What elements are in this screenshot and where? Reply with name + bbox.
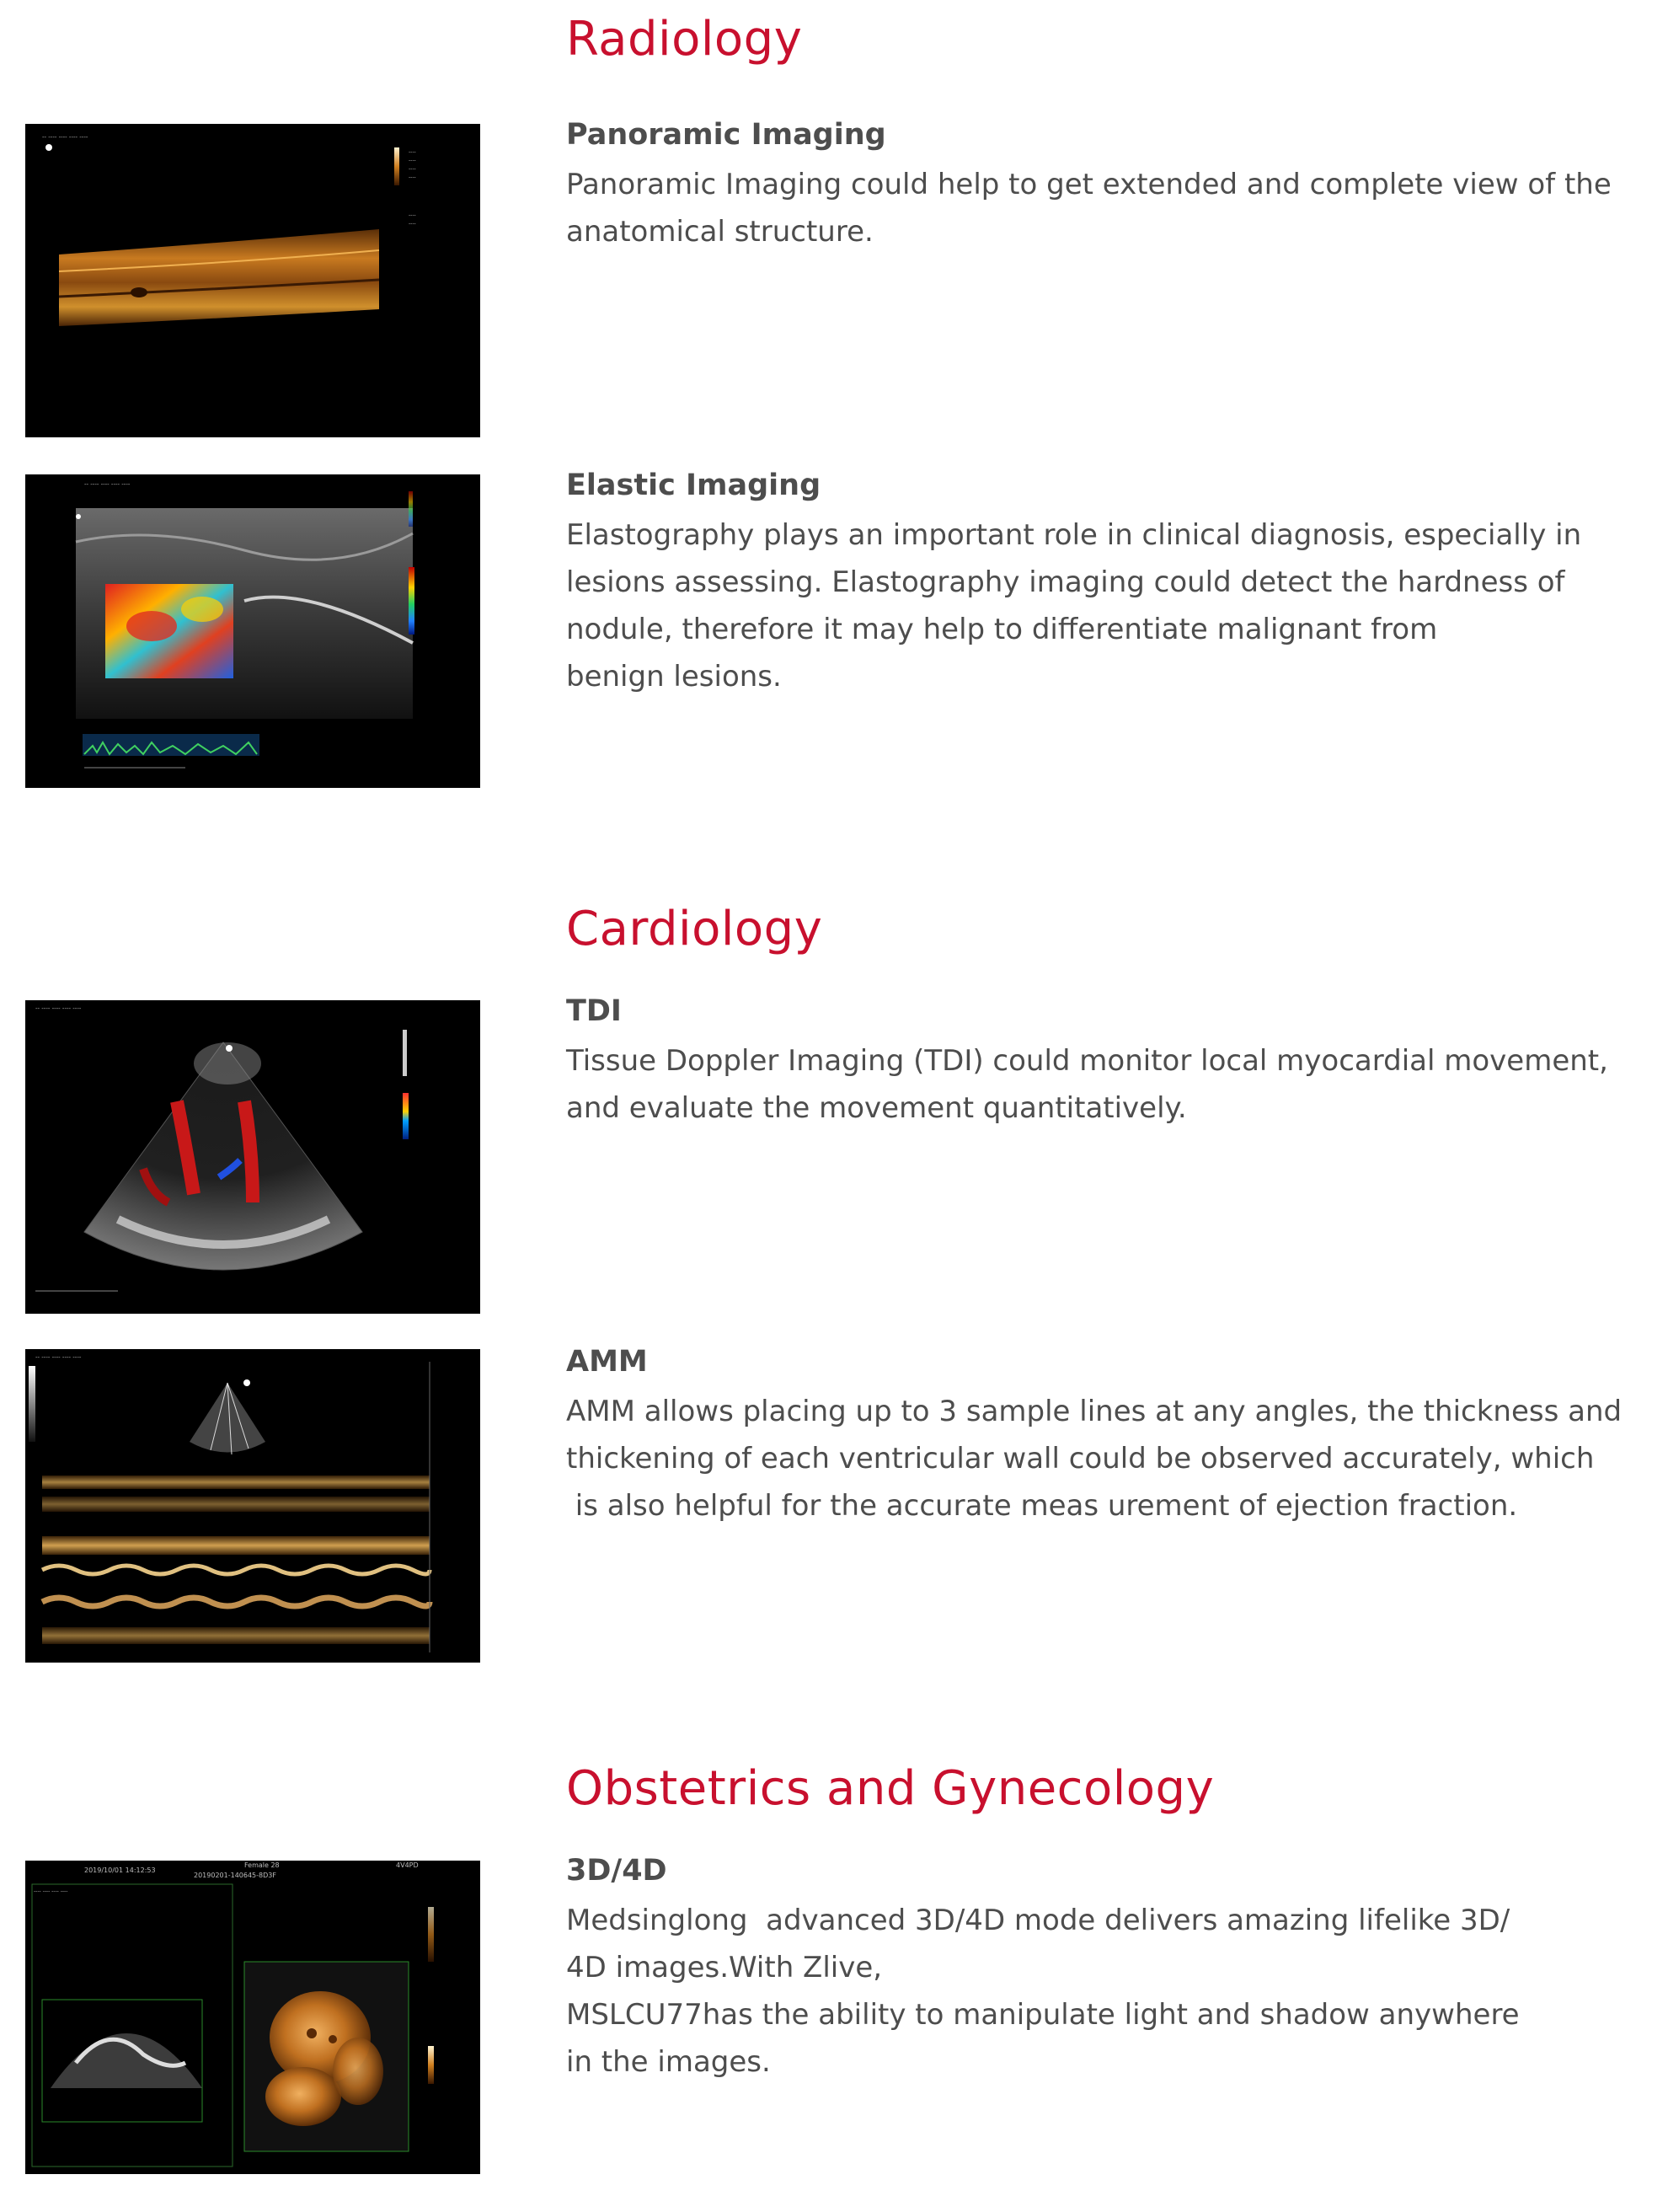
feature-title-3d4d: 3D/4D: [566, 1854, 667, 1888]
tdi-scan-graphic: [25, 1000, 480, 1314]
section-heading-cardiology: Cardiology: [566, 902, 823, 956]
svg-text:----: ----: [409, 221, 416, 227]
text-line: nodule, therefore it may help to differentiate malignant from: [566, 613, 1438, 646]
panoramic-ultrasound-image: [25, 124, 480, 437]
text-line: Elastography plays an important role in clinical diagnosis, especially in: [566, 518, 1582, 552]
obstetric-patient-text: Female 28: [244, 1861, 280, 1869]
text-line: Panoramic Imaging could help to get extended and complete view of the: [566, 168, 1612, 201]
svg-text:----: ----: [409, 149, 416, 155]
section-heading-radiology: Radiology: [566, 12, 803, 67]
svg-text:----: ----: [409, 166, 416, 172]
tdi-ultrasound-image: [25, 1000, 480, 1314]
obstetric-date-text: 2019/10/01 14:12:53: [84, 1867, 156, 1874]
feature-title-amm: AMM: [566, 1345, 648, 1379]
svg-text:----: ----: [409, 174, 416, 180]
text-line: is also helpful for the accurate meas urement of ejection fraction.: [566, 1489, 1518, 1523]
svg-text:-- ---- ---- ---- ----: -- ---- ---- ---- ----: [84, 481, 131, 488]
text-line: thickening of each ventricular wall could be observed accurately, which: [566, 1442, 1595, 1476]
obstetric-scan-graphic: [25, 1861, 480, 2174]
svg-text:-- ---- ---- ---- ----: -- ---- ---- ---- ----: [42, 134, 88, 141]
feature-title-panoramic-imaging: Panoramic Imaging: [566, 118, 886, 152]
text-line: in the images.: [566, 2045, 771, 2079]
text-line: Medsinglong advanced 3D/4D mode delivers amazing lifelike 3D/: [566, 1904, 1510, 1937]
svg-text:---- ---- ---- ----: ---- ---- ---- ----: [34, 1888, 68, 1894]
feature-text-amm: [566, 1388, 1628, 1529]
obstetric-id-text: 20190201-140645-8D3F: [194, 1872, 276, 1879]
text-line: and evaluate the movement quantitatively.: [566, 1091, 1187, 1125]
amm-scan-graphic: [25, 1349, 480, 1663]
text-line: AMM allows placing up to 3 sample lines at any angles, the thickness and: [566, 1395, 1623, 1428]
feature-text-panoramic-imaging: [566, 161, 1628, 255]
panoramic-scan-graphic: [25, 124, 480, 437]
feature-title-tdi: TDI: [566, 994, 622, 1028]
feature-text-elastic-imaging: [566, 511, 1628, 700]
elastic-ultrasound-image: [25, 474, 480, 788]
svg-text:----: ----: [409, 212, 416, 218]
text-line: benign lesions.: [566, 660, 782, 694]
obstetric-3d4d-image: [25, 1861, 480, 2174]
feature-text-3d4d: [566, 1897, 1628, 2086]
text-line: anatomical structure.: [566, 215, 874, 249]
amm-ultrasound-image: [25, 1349, 480, 1663]
feature-title-elastic-imaging: Elastic Imaging: [566, 469, 821, 502]
feature-text-tdi: [566, 1037, 1628, 1132]
text-line: Tissue Doppler Imaging (TDI) could monitor local myocardial movement,: [566, 1044, 1608, 1078]
text-line: 4D images.With Zlive,: [566, 1951, 883, 1984]
text-line: lesions assessing. Elastography imaging could detect the hardness of: [566, 565, 1565, 599]
elastic-scan-graphic: [25, 474, 480, 788]
svg-text:-- ---- ---- ---- ----: -- ---- ---- ---- ----: [35, 1005, 82, 1012]
svg-text:-- ---- ---- ---- ----: -- ---- ---- ---- ----: [35, 1354, 82, 1361]
section-heading-obstetrics: Obstetrics and Gynecology: [566, 1761, 1215, 1816]
obstetric-probe-text: 4V4PD: [396, 1861, 419, 1869]
svg-text:----: ----: [409, 158, 416, 163]
text-line: MSLCU77has the ability to manipulate light and shadow anywhere: [566, 1998, 1520, 2032]
